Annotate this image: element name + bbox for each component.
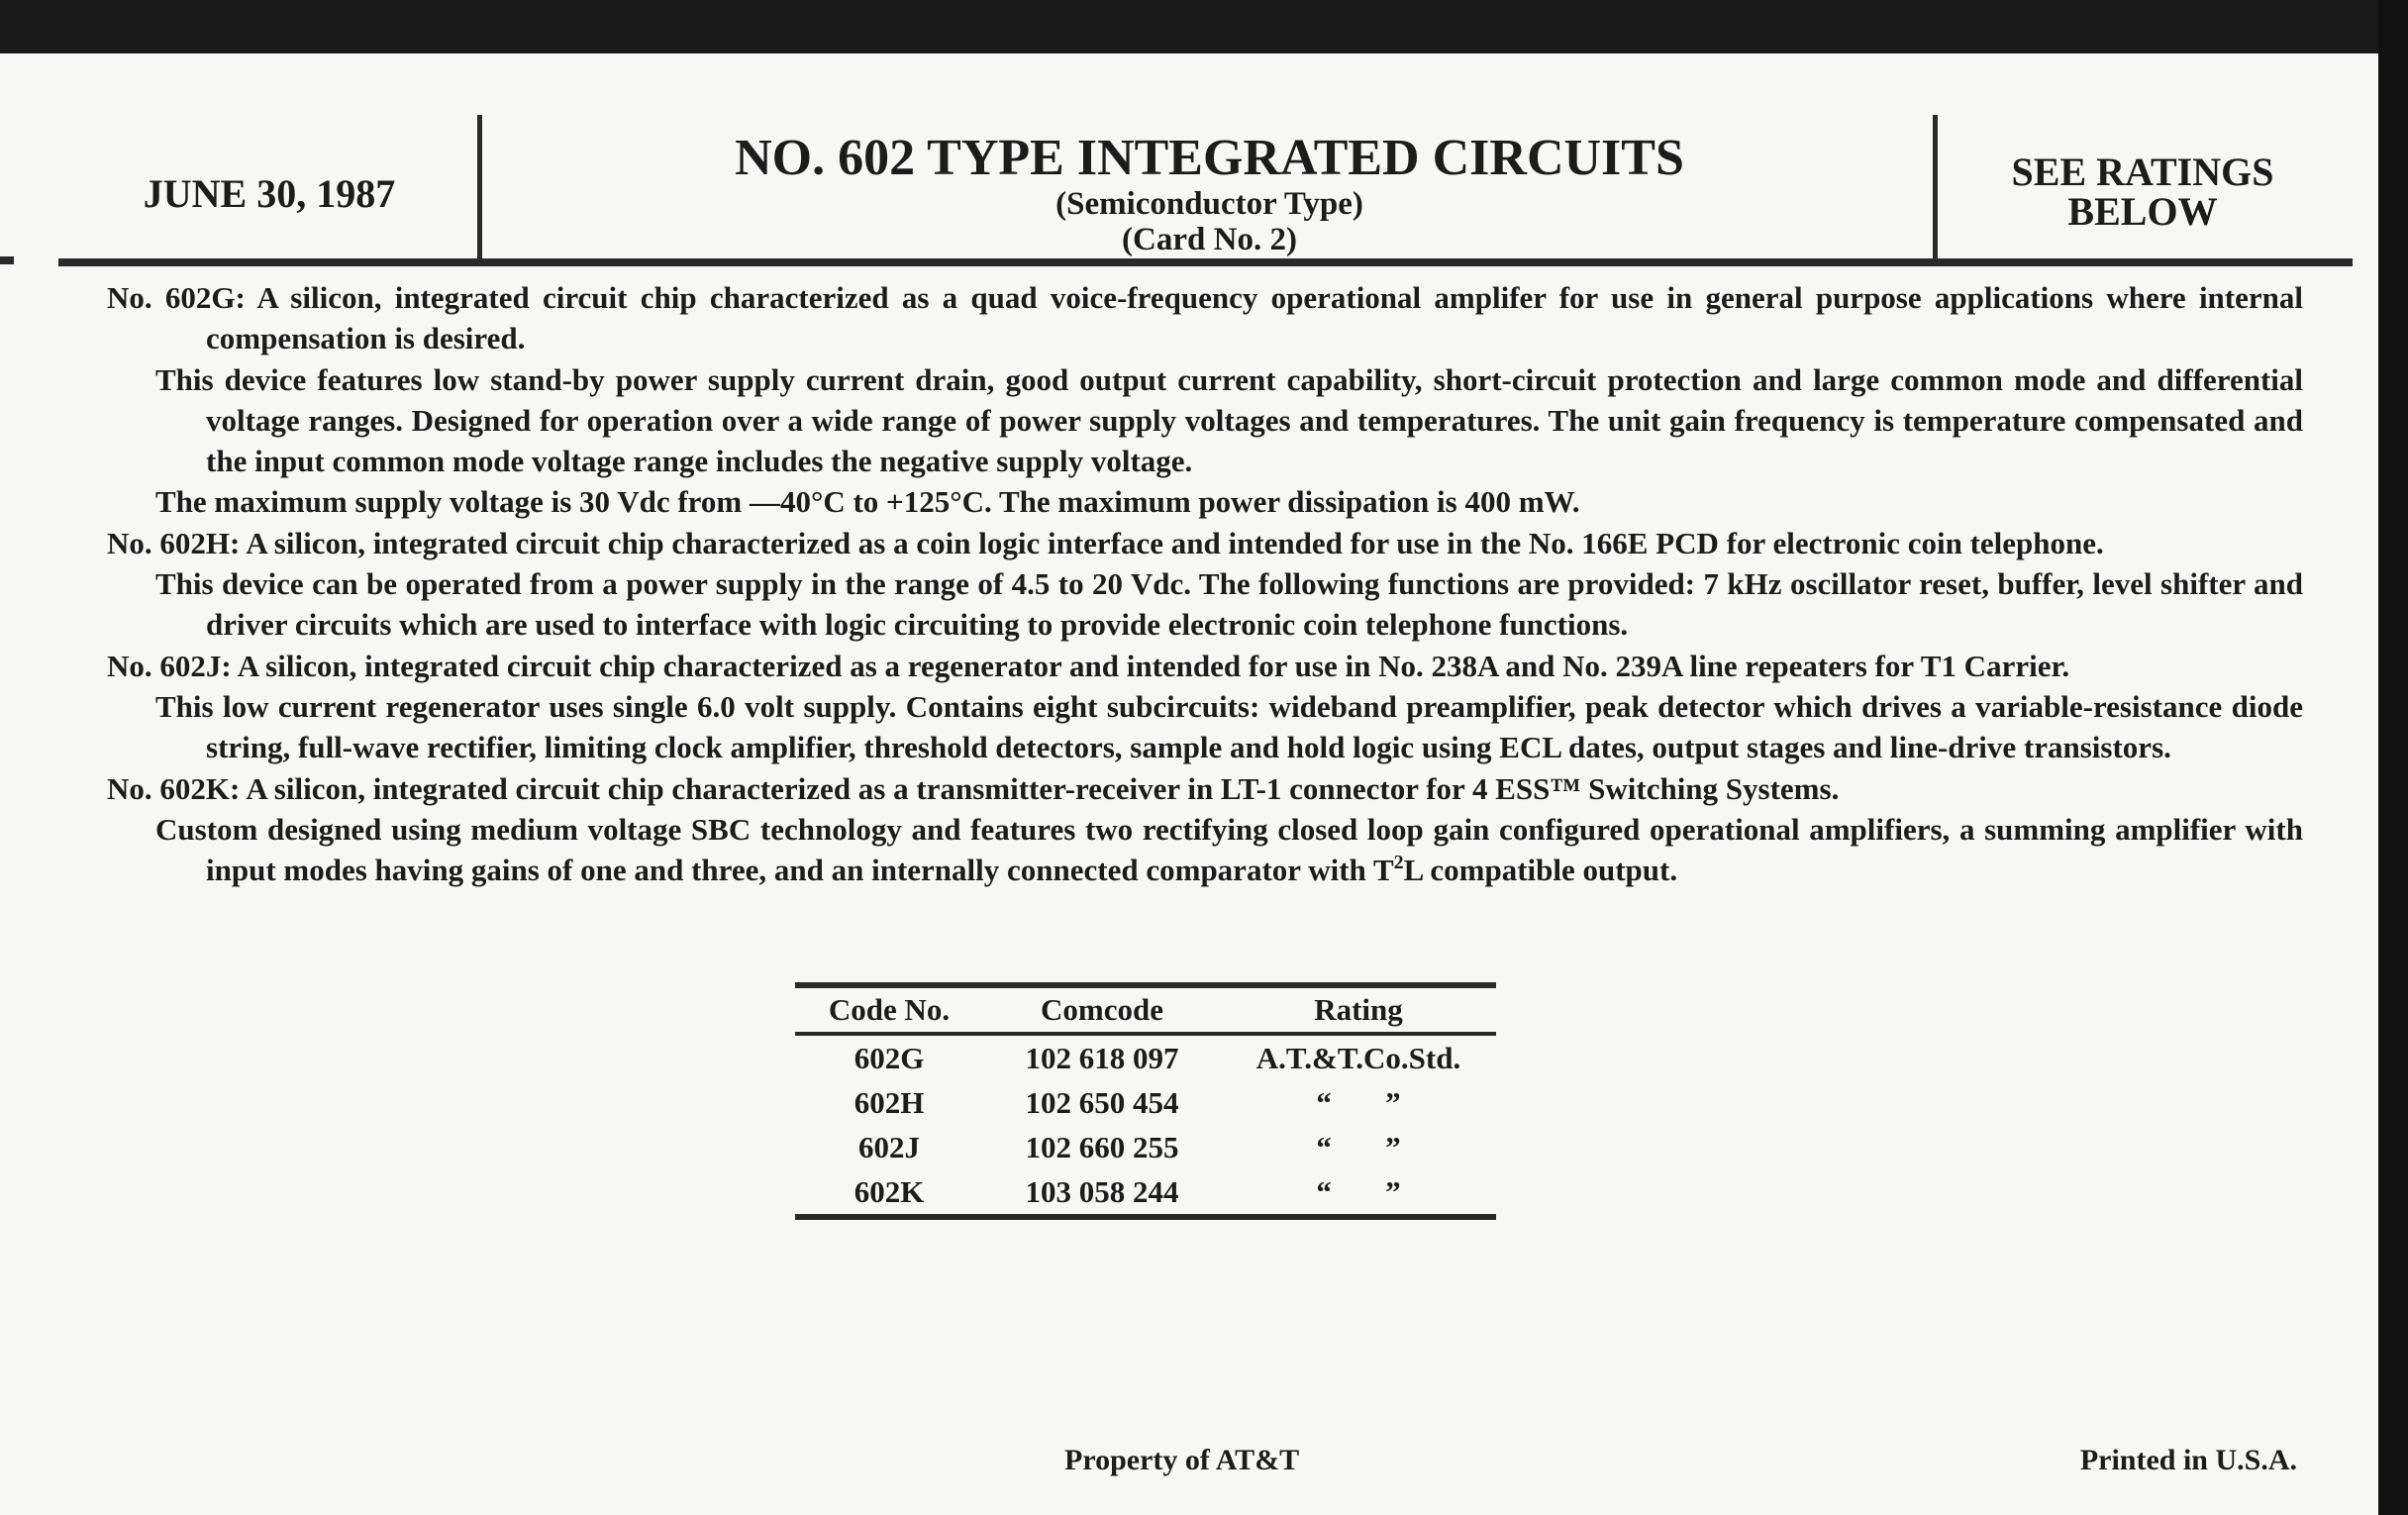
ratings-line-1: SEE RATINGS bbox=[2011, 150, 2274, 194]
cell-comcode: 103 058 244 bbox=[1025, 1173, 1179, 1209]
description-body bbox=[107, 277, 2303, 890]
column-header: Code No. bbox=[828, 992, 951, 1027]
item-602h: No. 602H: A silicon, integrated circuit chip characterized as a coin logic interface and intended for use in the No. 166E PCD for electronic coin telephone. bbox=[107, 525, 2104, 560]
card-number: (Card No. 2) bbox=[1122, 222, 1297, 257]
table-header bbox=[795, 988, 1496, 1032]
cell-comcode: 102 660 255 bbox=[1025, 1129, 1179, 1164]
item-602j: No. 602J: A silicon, integrated circuit chip characterized as a regenerator and intended for use in No. 238A and No. 239A line repeaters for T1 Carrier. bbox=[107, 648, 2070, 683]
title-block bbox=[484, 131, 1935, 257]
table-row bbox=[795, 1125, 1496, 1169]
cell-code: 602J bbox=[858, 1129, 920, 1164]
text: L compatible output. bbox=[1403, 853, 1678, 888]
ratings-note bbox=[1940, 152, 2346, 232]
cell-rating: “ ” bbox=[1316, 1084, 1401, 1120]
subtitle: (Semiconductor Type) bbox=[1055, 186, 1363, 222]
property-notice: Property of AT&T bbox=[1064, 1444, 1300, 1476]
cell-code: 602K bbox=[853, 1173, 925, 1209]
paragraph bbox=[107, 809, 2303, 891]
ratings-table bbox=[795, 982, 1496, 1220]
cell-rating: A.T.&T.Co.Std. bbox=[1255, 1040, 1461, 1075]
table-bottom-rule bbox=[795, 1214, 1496, 1220]
paragraph: This device can be operated from a power supply in the range of 4.5 to 20 Vdc. The following functions are provided: 7 kHz oscillator reset, buffer, level shifter and driver circuits which are used to interface with logic circuiting to provide electronic coin telephone functions. bbox=[155, 566, 2303, 643]
table-row bbox=[795, 1036, 1496, 1080]
page-title: NO. 602 TYPE INTEGRATED CIRCUITS bbox=[735, 130, 1684, 186]
margin-mark bbox=[0, 256, 14, 264]
table-row bbox=[795, 1080, 1496, 1125]
cell-code: 602H bbox=[853, 1084, 925, 1120]
cell-comcode: 102 650 454 bbox=[1025, 1084, 1179, 1120]
table-row bbox=[795, 1169, 1496, 1214]
document-card bbox=[0, 53, 2378, 1515]
cell-rating: “ ” bbox=[1316, 1173, 1401, 1209]
ratings-line-2: BELOW bbox=[2067, 189, 2218, 234]
cell-code: 602G bbox=[853, 1040, 925, 1075]
cell-comcode: 102 618 097 bbox=[1025, 1040, 1179, 1075]
cell-rating: “ ” bbox=[1316, 1129, 1401, 1164]
scan-edge bbox=[2378, 0, 2408, 1515]
text: Custom designed using medium voltage SBC technology and features two rectifying closed loop gain configured operational amplifiers, a summing amplifier with input modes having gains of one and three, and an internally connected comparator with T bbox=[155, 811, 2303, 888]
paragraph: This device features low stand-by power supply current drain, good output current capability, short-circuit protection and large common mode and differential voltage ranges. Designed for operation over a wide range of power supply voltages and temperatures. The unit gain frequency is temperature compensated and the input common mode voltage range includes the negative supply voltage. bbox=[155, 361, 2303, 479]
paragraph: The maximum supply voltage is 30 Vdc from —40°C to +125°C. The maximum power dissipation is 400 mW. bbox=[155, 484, 1580, 520]
paragraph: This low current regenerator uses single 6.0 volt supply. Contains eight subcircuits: wideband preamplifier, peak detector which drives a variable-resistance diode string, full-wave rectifier, limiting clock amplifier, threshold detectors, sample and hold logic using ECL dates, output stages and line-drive transistors. bbox=[155, 688, 2303, 765]
issue-date: JUNE 30, 1987 bbox=[143, 171, 396, 216]
column-header: Comcode bbox=[1041, 992, 1163, 1027]
item-602k: No. 602K: A silicon, integrated circuit chip characterized as a transmitter-receiver in LT-1 connector for 4 ESS™ Switching Systems. bbox=[107, 770, 1840, 806]
column-header: Rating bbox=[1314, 992, 1403, 1027]
printed-notice: Printed in U.S.A. bbox=[2079, 1444, 2297, 1476]
item-602g: No. 602G: A silicon, integrated circuit chip characterized as a quad voice-frequency operational amplifer for use in general purpose applications where internal compensation is desired. bbox=[107, 280, 2303, 356]
header-rule bbox=[58, 258, 2353, 266]
superscript: 2 bbox=[1393, 852, 1404, 874]
